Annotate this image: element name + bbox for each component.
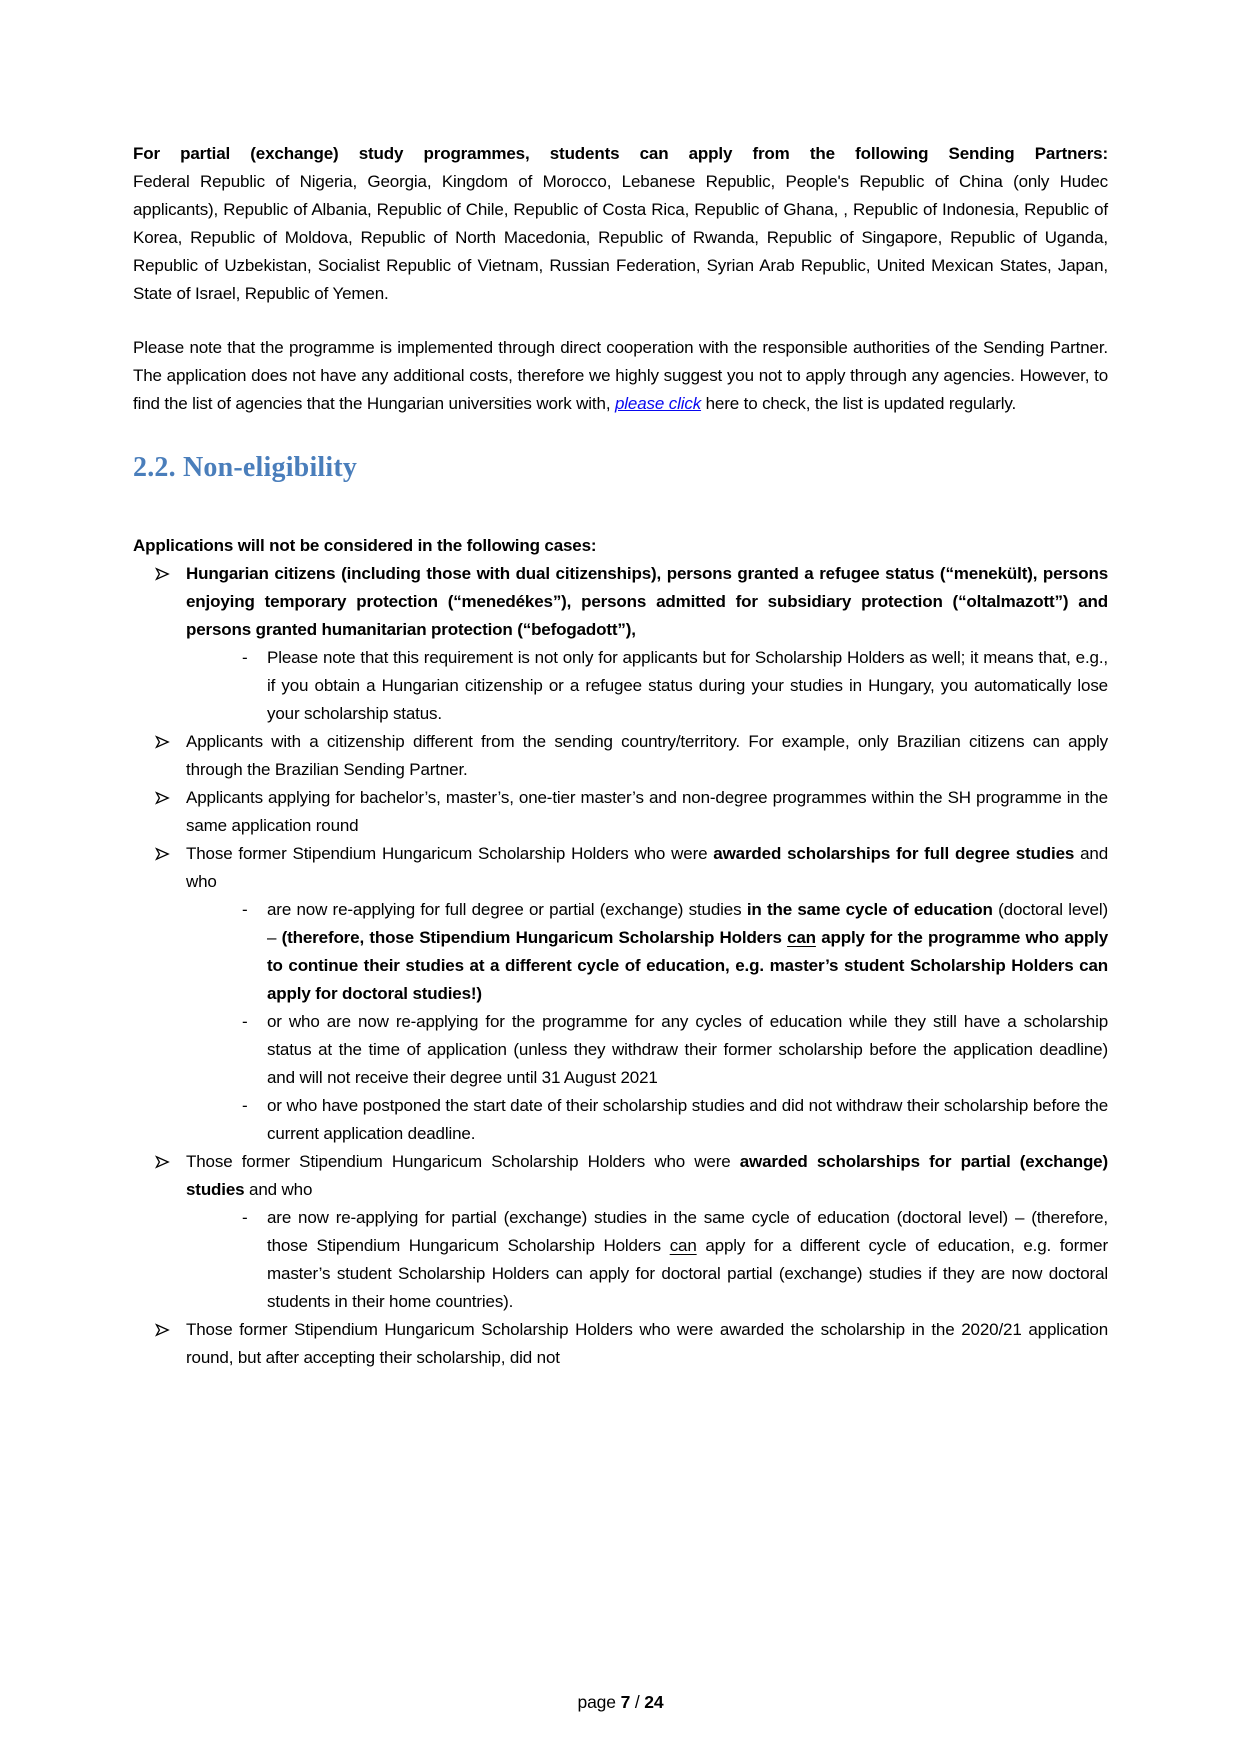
sub-bullet-text — [267, 1204, 1108, 1316]
cases-intro: Applications will not be considered in the following cases: — [133, 536, 597, 555]
footer-separator: / — [630, 1692, 645, 1712]
agencies-note-text: Please note that the programme is implemented through direct cooperation with the responsible authorities of the Sending Partner. The application does not have any additional costs, therefore we highly suggest you not to apply through any agencies. However, to find the list of agencies that the Hungarian universities work with, — [133, 338, 1108, 413]
bold-text-run: apply for the programme who apply to continue their studies at a different cycle of education, e.g. master’s student Scholarship Holders can apply for doctoral studies!) — [267, 928, 1108, 1003]
text-run: (doctoral level) – — [267, 900, 1108, 947]
bold-text-run: (therefore, those Stipendium Hungaricum Scholarship Holders — [281, 928, 788, 947]
sub-bullet-text — [267, 1008, 1108, 1092]
sub-list-item — [242, 644, 1108, 728]
text-run: and who — [244, 1180, 313, 1199]
bullet-text — [186, 840, 1108, 896]
bold-text-run: Hungarian citizens (including those with dual citizenships), persons granted a refugee status (“menekült), persons enjoying temporary protection (“menedékes”), persons admitted for subsidiary protection (“oltalmazott”) and persons granted humanitarian protection (“befogadott”), — [186, 564, 1108, 639]
page-footer — [0, 1692, 1241, 1713]
bold-text-run: awarded scholarships for partial (exchange) studies — [186, 1152, 1108, 1199]
dash-bullet-icon: - — [242, 1208, 248, 1227]
list-item — [133, 1148, 1108, 1204]
sub-bullet-text — [267, 1092, 1108, 1148]
bullet-text — [186, 1316, 1108, 1372]
sub-list-item — [242, 896, 1108, 1008]
paragraph-agencies-note — [133, 334, 1108, 418]
footer-total-pages: 24 — [644, 1692, 664, 1712]
text-run: apply for a different cycle of education, e.g. former master’s student Scholarship Holders can apply for doctoral partial (exchange) studies if they are now doctoral students in their home countries). — [267, 1236, 1108, 1311]
dash-bullet-icon: - — [242, 648, 248, 667]
sub-bullet-text — [267, 644, 1108, 728]
footer-current-page: 7 — [620, 1692, 631, 1712]
bullet-text — [186, 1148, 1108, 1204]
arrow-bullet-icon — [133, 728, 186, 750]
text-run: Those former Stipendium Hungaricum Scholarship Holders who were — [186, 1152, 740, 1171]
dash-bullet-icon: - — [242, 900, 248, 919]
underlined-text-run: can — [669, 1236, 697, 1255]
text-run: or who are now re-applying for the programme for any cycles of education while they still have a scholarship status at the time of application (unless they withdraw their former scholarship before the application deadline) and will not receive their degree until 31 August 2021 — [267, 1012, 1108, 1087]
sending-partners-country-list: Federal Republic of Nigeria, Georgia, Kingdom of Morocco, Lebanese Republic, People's Republic of China (only Hudec applicants), Republic of Albania, Republic of Chile, Republic of Costa Rica, Republic of Ghana, , Republic of Indonesia, Republic of Korea, Republic of Moldova, Republic of North Macedonia, Republic of Rwanda, Republic of Singapore, Republic of Uganda, Republic of Uzbekistan, Socialist Republic of Vietnam, Russian Federation, Syrian Arab Republic, United Mexican States, Japan, State of Israel, Republic of Yemen. — [133, 172, 1108, 303]
text-run: Applicants applying for bachelor’s, master’s, one-tier master’s and non-degree programmes within the SH programme in the same application round — [186, 788, 1108, 835]
agencies-note-text-after: here to check, the list is updated regularly. — [701, 394, 1017, 413]
dash-bullet-icon: - — [242, 1012, 248, 1031]
text-run: Those former Stipendium Hungaricum Scholarship Holders who were — [186, 844, 714, 863]
arrow-bullet-icon — [133, 560, 186, 582]
list-item — [133, 560, 1108, 644]
bold-text-run: awarded scholarships for full degree studies — [713, 844, 1075, 863]
text-run: Those former Stipendium Hungaricum Scholarship Holders who were awarded the scholarship in the 2020/21 application round, but after accepting their scholarship, did not — [186, 1320, 1108, 1367]
sub-list-item — [242, 1204, 1108, 1316]
sub-list-item — [242, 1008, 1108, 1092]
text-run: and who — [186, 844, 1108, 891]
text-run: or who have postponed the start date of their scholarship studies and did not withdraw their scholarship before the current application deadline. — [267, 1096, 1108, 1143]
bullet-text — [186, 728, 1108, 784]
sub-list-item — [242, 1092, 1108, 1148]
text-run: Please note that this requirement is not only for applicants but for Scholarship Holders as well; it means that, e.g., if you obtain a Hungarian citizenship or a refugee status during your studies in Hungary, you automatically lose your scholarship status. — [267, 648, 1108, 723]
list-item — [133, 728, 1108, 784]
text-run: are now re-applying for full degree or partial (exchange) studies — [267, 900, 747, 919]
bold-text-run: in the same cycle of education — [746, 900, 993, 919]
please-click-link[interactable]: please click — [614, 394, 702, 413]
section-heading-non-eligibility: 2.2. Non-eligibility — [133, 452, 358, 483]
list-item — [133, 840, 1108, 896]
dash-bullet-icon: - — [242, 1096, 248, 1115]
non-eligibility-list — [133, 560, 1108, 1372]
paragraph-sending-partners — [133, 140, 1108, 308]
footer-page-label: page — [577, 1692, 621, 1712]
arrow-bullet-icon — [133, 784, 186, 806]
sub-bullet-text — [267, 896, 1108, 1008]
arrow-bullet-icon — [133, 840, 186, 862]
list-item — [133, 1316, 1108, 1372]
text-run: are now re-applying for partial (exchange) studies in the same cycle of education (doctoral level) – (therefore, those Stipendium Hungaricum Scholarship Holders — [267, 1208, 1108, 1255]
bullet-text — [186, 784, 1108, 840]
arrow-bullet-icon — [133, 1148, 186, 1170]
sending-partners-lead: For partial (exchange) study programmes, students can apply from the following Sending Partners: — [133, 144, 1108, 163]
text-run: Applicants with a citizenship different from the sending country/territory. For example, only Brazilian citizens can apply through the Brazilian Sending Partner. — [186, 732, 1108, 779]
underlined-text-run: can — [787, 928, 816, 947]
list-item — [133, 784, 1108, 840]
arrow-bullet-icon — [133, 1316, 186, 1338]
bullet-text — [186, 560, 1108, 644]
